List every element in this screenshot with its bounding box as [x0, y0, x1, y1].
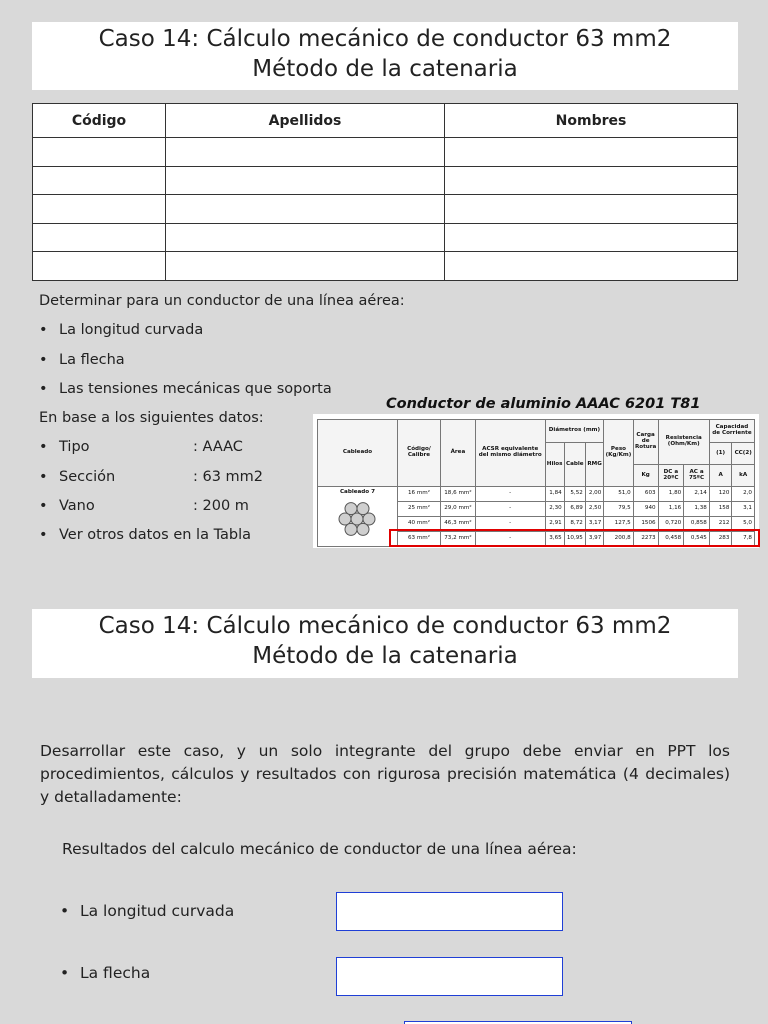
spec-header-rmg: RMG	[585, 443, 603, 487]
table-cell[interactable]	[445, 195, 738, 224]
data-item-tipo: • Tipo : AAAC	[39, 439, 243, 455]
table-cell[interactable]	[166, 252, 445, 281]
spec-row-40: 40 mm² 46,3 mm² - 2,91 8,72 3,17 127,5 1506 0,720 0,858 212 5,0	[318, 517, 755, 532]
slide2-title	[32, 609, 738, 678]
table-cell[interactable]	[33, 138, 166, 167]
table-cell[interactable]	[33, 195, 166, 224]
seven-strand-icon	[337, 499, 377, 539]
table-cell[interactable]	[445, 223, 738, 252]
spec-header-ac: AC a 75ºC	[684, 465, 710, 487]
highlight-63mm-row	[389, 529, 760, 547]
see-table-item: • Ver otros datos en la Tabla	[39, 527, 252, 543]
table-row	[33, 195, 738, 224]
spec-header-dc: DC a 20ºC	[658, 465, 684, 487]
goal-item: • Las tensiones mecánicas que soporta	[39, 381, 332, 397]
table-row	[33, 252, 738, 281]
table-row	[33, 223, 738, 252]
data-intro-text: En base a los siguientes datos:	[39, 410, 264, 426]
spec-header-capacidad: Capacidad de Corriente	[709, 420, 754, 443]
student-table	[32, 103, 738, 281]
spec-header-hilos: Hilos	[545, 443, 564, 487]
result-item-longitud: • La longitud curvada	[60, 902, 235, 920]
table-cell[interactable]	[166, 166, 445, 195]
spec-header-diametros: Diámetros (mm)	[545, 420, 604, 443]
spec-header-peso: Peso (Kg/Km)	[604, 420, 633, 487]
table-cell[interactable]	[445, 166, 738, 195]
spec-header-cable: Cable	[564, 443, 585, 487]
slide1-title-line1: Caso 14: Cálculo mecánico de conductor 63 mm2	[98, 26, 672, 52]
spec-cableado-cell	[318, 487, 398, 547]
instructions-text: Desarrollar este caso, y un solo integrante del grupo debe enviar en PPT los procedimientos, cálculos y resultados con rigurosa precisión matemática (4 decimales) y detalladamente:	[40, 742, 730, 806]
spec-cableado-label: Cableado 7	[339, 489, 375, 495]
data-item-seccion: • Sección : 63 mm2	[39, 469, 264, 485]
bullet-icon: •	[39, 352, 48, 368]
goal-item: • La flecha	[39, 352, 125, 368]
slide2-title-line2: Método de la catenaria	[252, 643, 518, 669]
spec-header-codigo: Código/ Calibre	[397, 420, 440, 487]
bullet-icon: •	[60, 964, 70, 982]
goal-item: • La longitud curvada	[39, 322, 204, 338]
table-cell[interactable]	[33, 166, 166, 195]
intro-text: Determinar para un conductor de una línea aérea:	[39, 293, 405, 309]
bullet-icon: •	[39, 381, 48, 397]
spec-row-63: 63 mm² 73,2 mm² - 3,65 10,95 3,97 200,8 2273 0,458 0,545 283 7,8	[318, 532, 755, 547]
spec-header-acsr: ACSR equivalente del mismo diámetro	[475, 420, 545, 487]
longitud-answer-box[interactable]	[336, 892, 563, 931]
bullet-icon: •	[39, 439, 48, 455]
spec-header-area: Área	[441, 420, 476, 487]
bullet-icon: •	[60, 902, 70, 920]
table-cell[interactable]	[33, 223, 166, 252]
slide1-title	[32, 22, 738, 90]
bullet-icon: •	[39, 498, 48, 514]
spec-header-carga: Carga de Rotura	[633, 420, 658, 465]
header-apellidos: Apellidos	[166, 104, 445, 138]
result-item-flecha: • La flecha	[60, 964, 151, 982]
student-table-header	[33, 104, 738, 138]
table-cell[interactable]	[33, 252, 166, 281]
spec-header-c2: CC(2)	[732, 443, 755, 465]
table-cell[interactable]	[166, 138, 445, 167]
table-cell[interactable]	[166, 195, 445, 224]
table-cell[interactable]	[445, 252, 738, 281]
spec-row-25: 25 mm² 29,0 mm² - 2,30 6,89 2,50 79,5 940 1,16 1,38 158 3,1	[318, 502, 755, 517]
spec-table-panel	[313, 414, 759, 548]
spec-header-kg: Kg	[633, 465, 658, 487]
header-nombres: Nombres	[445, 104, 738, 138]
table-cell[interactable]	[445, 138, 738, 167]
slide1-title-line2: Método de la catenaria	[252, 56, 518, 82]
data-item-vano: • Vano : 200 m	[39, 498, 249, 514]
spec-header-cableado: Cableado	[318, 420, 398, 487]
bullet-icon: •	[39, 527, 48, 543]
flecha-answer-box[interactable]	[336, 957, 563, 996]
spec-header-ka: kA	[732, 465, 755, 487]
table-cell[interactable]	[166, 223, 445, 252]
table-row	[33, 138, 738, 167]
slide2-title-line1: Caso 14: Cálculo mecánico de conductor 63 mm2	[98, 613, 672, 639]
spec-row-16: Cableado 7 16 mm² 18,6 mm² - 1,84 5,52 2,00 51,0 603 1,80 2,14 120 2,0	[318, 487, 755, 502]
bullet-icon: •	[39, 322, 48, 338]
spec-table-title: Conductor de aluminio AAAC 6201 T81	[386, 396, 701, 412]
spec-header-c1: (1)	[709, 443, 732, 465]
spec-table	[317, 419, 755, 547]
spec-header-a: A	[709, 465, 732, 487]
header-codigo: Código	[33, 104, 166, 138]
spec-header-resistencia: Resistencia (Ohm/Km)	[658, 420, 709, 465]
results-heading: Resultados del calculo mecánico de conductor de una línea aérea:	[62, 840, 577, 858]
table-row	[33, 166, 738, 195]
bullet-icon: •	[39, 469, 48, 485]
